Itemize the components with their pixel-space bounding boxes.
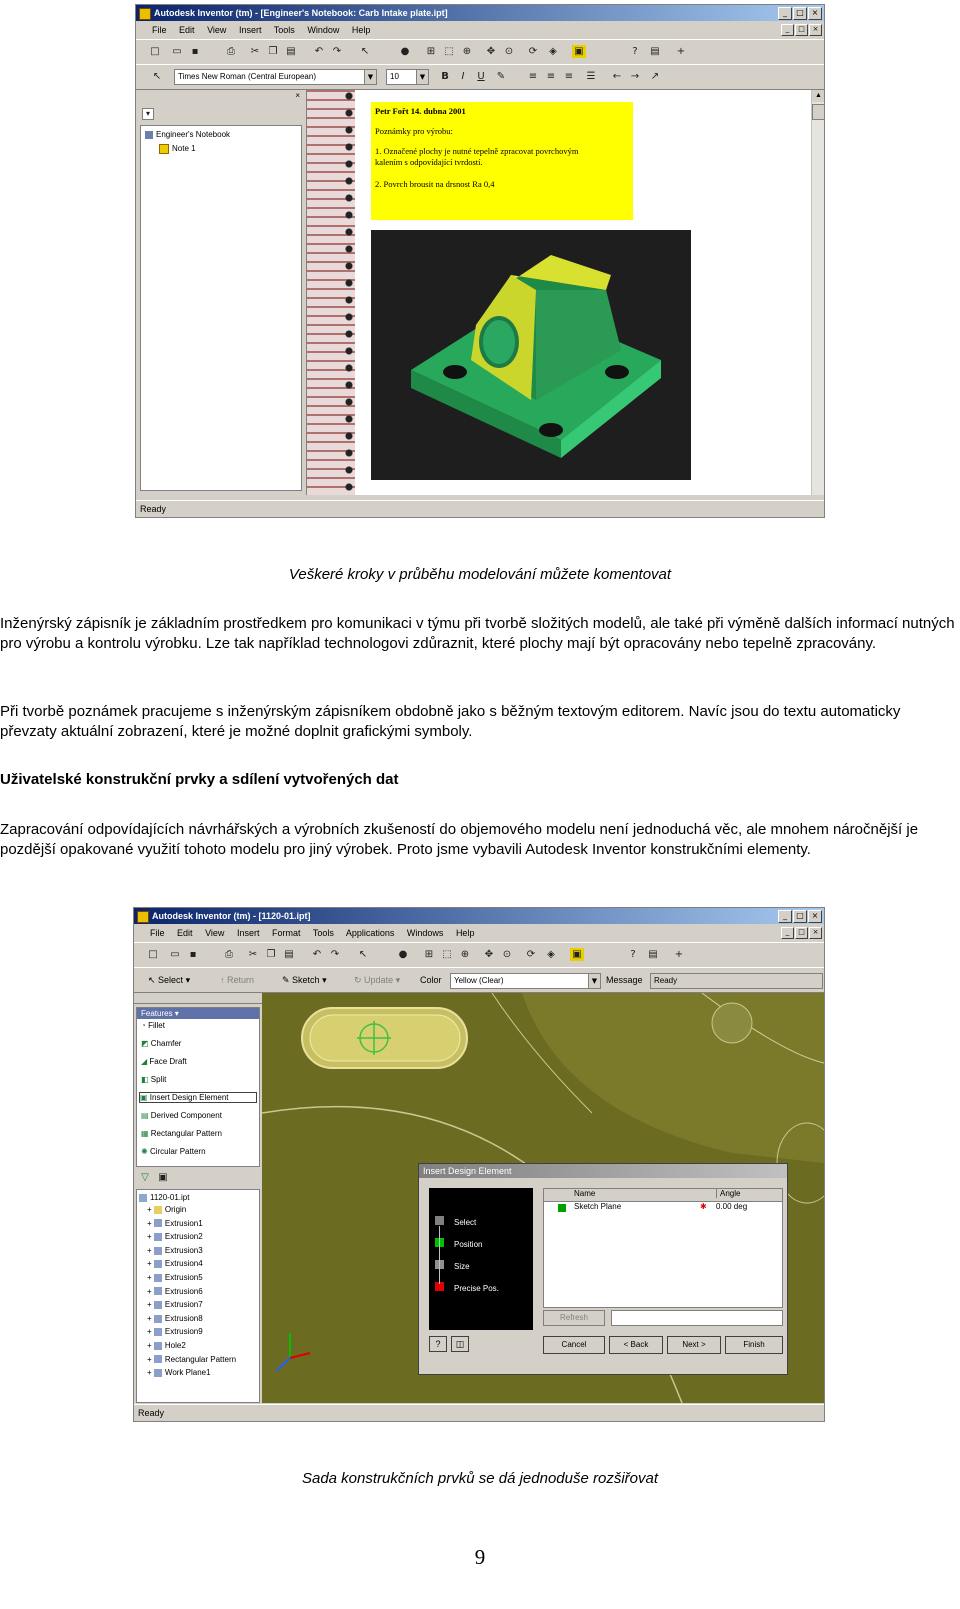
tree-root-label: Engineer's Notebook	[156, 130, 231, 139]
menu-bar	[136, 22, 824, 38]
color-value: Yellow (Clear)	[454, 976, 504, 985]
finish-button[interactable]	[725, 1336, 783, 1354]
font-name-combo[interactable]	[174, 69, 377, 85]
redo-icon[interactable]: ↷	[330, 949, 340, 960]
display-mode-icon[interactable]: ▣	[572, 45, 586, 58]
look-at-icon[interactable]: ◈	[547, 949, 555, 960]
menu-applications[interactable]: Applications	[345, 928, 395, 938]
add-icon[interactable]: +	[674, 949, 684, 960]
cursor-icon[interactable]: ↖	[152, 71, 162, 82]
feature-circular-pattern-label: Circular Pattern	[149, 1147, 206, 1156]
feature-icon	[154, 1315, 162, 1323]
note-box	[371, 102, 633, 220]
status-bar: Ready	[136, 500, 824, 517]
features-header[interactable]: Features ▾	[137, 1008, 259, 1019]
back-arrow-icon[interactable]: ←	[612, 71, 622, 82]
menu-edit[interactable]: Edit	[177, 928, 193, 938]
browser-item[interactable]: + Work Plane1	[147, 1368, 211, 1378]
close-button[interactable]: ×	[808, 7, 822, 20]
step-size-label: Size	[454, 1262, 470, 1271]
cut-icon[interactable]: ✂	[248, 949, 258, 960]
features-header-label: Features	[141, 1009, 173, 1018]
pan-icon[interactable]: ✥	[486, 46, 496, 57]
paragraph-2: Při tvorbě poznámek pracujeme s inženýrským zápisníkem obdobně jako s běžným textovým editorem. Navíc jsou do textu automaticky převzaty aktuální zobrazení, které je možné doplnit grafickými symboly.	[0, 703, 901, 740]
features-panel	[136, 1007, 260, 1167]
derived-component-icon: ▤	[141, 1111, 151, 1120]
message-label: Message	[606, 975, 643, 985]
browser-item-label: Extrusion6	[164, 1286, 203, 1296]
back-button[interactable]	[609, 1336, 663, 1354]
mdi-minimize-button[interactable]: _	[781, 24, 794, 36]
mdi-restore-button[interactable]: □	[795, 927, 808, 939]
folder-icon	[154, 1206, 162, 1214]
return-label: Return	[227, 975, 255, 985]
insert-design-element-icon: ▣	[140, 1093, 150, 1102]
print-icon[interactable]: ⎙	[227, 46, 235, 57]
notebook-browser	[136, 90, 304, 495]
help-icon[interactable]: ?	[632, 46, 638, 57]
display-mode-icon[interactable]: ▣	[570, 948, 584, 961]
browser-item[interactable]: + Extrusion2	[147, 1232, 203, 1242]
filter-icon[interactable]: ▽	[141, 1172, 149, 1183]
feature-icon	[154, 1355, 162, 1363]
cancel-label: Cancel	[561, 1340, 587, 1349]
browser-item-label: Rectangular Pattern	[164, 1354, 237, 1364]
align-center-icon[interactable]: ≡	[546, 71, 556, 82]
save-icon[interactable]: ▪	[191, 46, 199, 57]
record-icon[interactable]: ●	[400, 46, 410, 57]
pan-icon[interactable]: ✥	[484, 949, 494, 960]
redo-icon[interactable]: ↷	[332, 46, 342, 57]
feature-chamfer-label: Chamfer	[150, 1039, 182, 1048]
print-icon[interactable]: ⎙	[225, 949, 233, 960]
forward-arrow-icon[interactable]: →	[630, 71, 640, 82]
select-arrow-icon[interactable]: ↖	[358, 949, 368, 960]
browser-root[interactable]	[139, 1192, 189, 1203]
notebook-icon	[145, 131, 153, 139]
zoom-all-icon[interactable]: ⊞	[426, 46, 436, 57]
menu-view[interactable]: View	[207, 25, 227, 35]
browser-item-label: Extrusion9	[164, 1327, 203, 1337]
mdi-restore-button[interactable]: □	[795, 24, 808, 36]
menu-help[interactable]: Help	[351, 25, 371, 35]
zoom-window-icon[interactable]: ⬚	[444, 46, 454, 57]
paragraph-3: Zapracování odpovídajících návrhářských a výrobních zkušeností do objemového modelu není jednoduchá věc, ale mnohem náročnější je pozdější opakované využití tohoto modelu pro jiný výrobek. Proto jsme vybavili Autodesk Inventor konstrukčními elementy.	[0, 821, 919, 858]
dialog-title: Insert Design Element	[423, 1166, 512, 1176]
chevron-down-icon: ▼	[588, 974, 600, 988]
paste-icon[interactable]: ▤	[284, 949, 294, 960]
menu-file[interactable]: File	[152, 25, 167, 35]
menu-tools[interactable]: Tools	[273, 25, 295, 35]
align-left-icon[interactable]: ≡	[528, 71, 538, 82]
help-icon: ?	[435, 1339, 441, 1349]
browser-item-label: Origin	[164, 1205, 187, 1214]
update-label: Update	[364, 975, 394, 985]
caption-1: Veškeré kroky v průběhu modelování můžete komentovat	[288, 566, 672, 583]
note-item-1: 1. Označené plochy je nutné tepelně zpracovat povrchovým kalením s odpovídající tvrdostí.	[375, 146, 579, 167]
menu-view[interactable]: View	[205, 928, 225, 938]
mdi-close-button[interactable]: ×	[809, 24, 822, 36]
copy-icon[interactable]: ❐	[268, 46, 278, 57]
standard-toolbar	[134, 942, 824, 968]
tree-note-item[interactable]	[159, 143, 196, 154]
inventor-app-icon	[137, 911, 149, 923]
feature-insert-design-element[interactable]	[139, 1092, 257, 1103]
zoom-all-icon[interactable]: ⊞	[424, 949, 434, 960]
dialog-help-button[interactable]	[429, 1336, 447, 1352]
cancel-button[interactable]	[543, 1336, 605, 1354]
menu-file[interactable]: File	[150, 928, 165, 938]
status-bar: Ready	[134, 1404, 824, 1421]
browser-item-label: Extrusion5	[164, 1273, 203, 1282]
undo-icon[interactable]: ↶	[312, 949, 322, 960]
panel-close-icon[interactable]: ×	[295, 91, 300, 100]
browser-item[interactable]: + Extrusion1	[147, 1218, 203, 1228]
circular-pattern-icon: ✺	[141, 1147, 150, 1156]
browser-item-label: Extrusion3	[164, 1245, 203, 1255]
caption-2: Sada konstrukčních prvků se dá jednoduše rozšiřovat	[301, 1470, 659, 1487]
step-position[interactable]	[435, 1238, 482, 1249]
color-combo[interactable]	[450, 973, 601, 989]
part-3d-image	[371, 230, 691, 480]
left-panel	[134, 993, 262, 1403]
step-panel	[429, 1188, 533, 1330]
feature-face-draft[interactable]	[141, 1057, 187, 1066]
tree-note-label: Note 1	[172, 144, 196, 153]
rectangular-pattern-icon: ▦	[141, 1129, 151, 1138]
col-name-header[interactable]: Name	[574, 1189, 596, 1198]
font-size-value: 10	[390, 72, 399, 81]
step-select-icon	[435, 1216, 444, 1225]
refresh-field	[611, 1310, 783, 1326]
update-button[interactable]: ↻ Update ▾	[354, 975, 401, 985]
window-title: Autodesk Inventor (tm) - [1120-01.ipt]	[152, 911, 311, 921]
browser-item[interactable]: + Rectangular Pattern	[147, 1354, 237, 1364]
undo-icon[interactable]: ↶	[314, 46, 324, 57]
feature-icon	[154, 1301, 162, 1309]
zoom-selected-icon[interactable]: ⊙	[502, 949, 512, 960]
browser-item[interactable]: + Origin	[147, 1205, 187, 1214]
step-connector	[439, 1226, 440, 1284]
feature-icon	[154, 1369, 162, 1377]
command-bar	[134, 967, 824, 993]
row-angle: 0.00 deg	[716, 1202, 748, 1211]
font-name-value: Times New Roman (Central European)	[178, 72, 316, 81]
message-value: Ready	[654, 976, 678, 985]
sketch-label: Sketch	[292, 975, 320, 985]
notebook-icon[interactable]: ▤	[650, 46, 660, 57]
browser-item-label: Extrusion1	[164, 1218, 203, 1228]
note-heading: Poznámky pro výrobu:	[375, 126, 453, 136]
notebook-screenshot	[135, 4, 825, 518]
menu-insert[interactable]: Insert	[236, 928, 260, 938]
dialog-title-bar	[419, 1164, 787, 1178]
feature-icon	[154, 1233, 162, 1241]
browser-root-label: 1120-01.ipt	[150, 1193, 190, 1202]
feature-split[interactable]	[141, 1075, 166, 1084]
browser-options-icon[interactable]: ▣	[158, 1172, 168, 1183]
feature-insert-design-element-label: Insert Design Element	[149, 1093, 229, 1102]
browser-item[interactable]: + Hole2	[147, 1341, 186, 1350]
browser-item-label: Extrusion4	[164, 1259, 203, 1269]
feature-icon	[154, 1342, 162, 1350]
menu-help[interactable]: Help	[455, 928, 475, 938]
menu-window[interactable]: Window	[307, 25, 340, 35]
save-icon[interactable]: ▪	[189, 949, 197, 960]
title-bar	[136, 5, 824, 21]
menu-insert[interactable]: Insert	[238, 25, 262, 35]
col-angle-header[interactable]: Angle	[716, 1189, 740, 1198]
standard-toolbar	[136, 39, 824, 65]
feature-fillet-label: Fillet	[148, 1021, 165, 1030]
feature-circular-pattern[interactable]	[141, 1147, 206, 1156]
browser-item[interactable]: + Extrusion3	[147, 1245, 203, 1255]
features-panel-bar	[134, 993, 262, 1004]
note-item-2: 2. Povrch brousit na drsnost Ra 0,4	[375, 179, 495, 189]
chevron-down-icon: ▼	[364, 70, 376, 84]
browser-filter-icon[interactable]: ▾	[142, 108, 154, 120]
feature-icon	[154, 1260, 162, 1268]
maximize-button[interactable]: □	[793, 910, 807, 923]
feature-icon	[154, 1247, 162, 1255]
feature-icon	[154, 1328, 162, 1336]
insert-design-element-dialog	[418, 1163, 788, 1375]
step-precise-pos[interactable]	[435, 1282, 499, 1293]
fillet-icon: ◔	[141, 1021, 149, 1030]
feature-derived-component[interactable]	[141, 1111, 222, 1120]
cut-icon[interactable]: ✂	[250, 46, 260, 57]
zoom-window-icon[interactable]: ⬚	[442, 949, 452, 960]
add-icon[interactable]: +	[676, 46, 686, 57]
feature-icon	[154, 1274, 162, 1282]
browser-item-label: Extrusion8	[164, 1313, 203, 1323]
italic-icon[interactable]: I	[461, 71, 465, 82]
select-arrow-icon[interactable]: ↖	[360, 46, 370, 57]
angle-icon: ✱	[700, 1202, 707, 1211]
return-icon: ↑	[220, 975, 228, 985]
text-color-icon[interactable]: ✎	[496, 71, 506, 82]
browser-item[interactable]: + Extrusion7	[147, 1300, 203, 1310]
underline-icon[interactable]: U	[477, 71, 485, 82]
note-icon	[159, 144, 169, 154]
feature-icon	[154, 1287, 162, 1295]
table-row[interactable]	[544, 1202, 782, 1214]
row-check-icon	[558, 1204, 566, 1212]
step-select-label: Select	[454, 1218, 477, 1227]
align-right-icon[interactable]: ≡	[564, 71, 574, 82]
mdi-close-button[interactable]: ×	[809, 927, 822, 939]
dialog-options-button[interactable]	[451, 1336, 469, 1352]
feature-rectangular-pattern[interactable]	[141, 1129, 222, 1138]
notebook-page	[306, 90, 825, 495]
menu-tools[interactable]: Tools	[312, 928, 334, 938]
split-icon: ◧	[141, 1075, 151, 1084]
zoom-icon[interactable]: ⊕	[462, 46, 472, 57]
close-button[interactable]: ×	[808, 910, 822, 923]
sketch-button[interactable]: ✎ Sketch ▾	[282, 975, 327, 985]
browser-item-label: Hole2	[164, 1341, 186, 1350]
face-draft-icon: ◢	[141, 1057, 150, 1066]
part-icon	[139, 1194, 147, 1202]
graphics-viewport	[262, 993, 824, 1403]
title-bar	[134, 908, 824, 924]
note-author-date: Petr Fořt 14. dubna 2001	[375, 106, 466, 116]
step-position-label: Position	[454, 1240, 483, 1249]
browser-item-label: Work Plane1	[164, 1368, 211, 1378]
minimize-button[interactable]: _	[778, 910, 792, 923]
rotate-icon[interactable]: ⟳	[528, 46, 538, 57]
menu-format[interactable]: Format	[271, 928, 301, 938]
open-icon[interactable]: ▭	[170, 949, 180, 960]
browser-item-label: Extrusion7	[164, 1300, 203, 1310]
finish-label: Finish	[743, 1340, 765, 1349]
select-label: Select	[158, 975, 184, 985]
spiral-rings	[343, 90, 355, 495]
feature-derived-component-label: Derived Component	[150, 1111, 222, 1120]
bullets-icon[interactable]: ☰	[586, 71, 596, 82]
browser-item[interactable]: + Extrusion5	[147, 1273, 203, 1282]
return-button[interactable]	[220, 968, 254, 992]
parameter-table	[543, 1188, 783, 1308]
feature-split-label: Split	[150, 1075, 167, 1084]
help-icon[interactable]: ?	[630, 949, 636, 960]
part-view	[371, 230, 691, 480]
feature-chamfer[interactable]	[141, 1039, 181, 1048]
window-title: Autodesk Inventor (tm) - [Engineer's Notebook: Carb Intake plate.ipt]	[154, 8, 448, 18]
browser-item[interactable]: + Extrusion8	[147, 1313, 203, 1323]
mdi-minimize-button[interactable]: _	[781, 927, 794, 939]
section-heading: Uživatelské konstrukční prvky a sdílení vytvořených dat	[0, 771, 399, 788]
maximize-button[interactable]: □	[793, 7, 807, 20]
zoom-selected-icon[interactable]: ⊙	[504, 46, 514, 57]
refresh-button[interactable]	[543, 1310, 605, 1326]
page-number: 9	[474, 1545, 486, 1569]
options-icon: ◫	[455, 1339, 465, 1349]
feature-icon	[154, 1219, 162, 1227]
model-browser	[136, 1189, 260, 1403]
scroll-up-icon[interactable]: ▲	[812, 90, 825, 102]
menu-edit[interactable]: Edit	[179, 25, 195, 35]
notebook-icon[interactable]: ▤	[648, 949, 658, 960]
format-toolbar	[136, 64, 824, 90]
minimize-button[interactable]: _	[778, 7, 792, 20]
next-label: Next >	[682, 1340, 706, 1349]
table-header	[544, 1189, 782, 1202]
browser-item[interactable]: + Extrusion9	[147, 1327, 203, 1337]
new-icon[interactable]: □	[148, 949, 158, 960]
message-field	[650, 973, 823, 989]
update-icon: ↻	[354, 975, 365, 985]
feature-face-draft-label: Face Draft	[149, 1057, 187, 1066]
design-element-screenshot	[133, 907, 825, 1422]
look-at-icon[interactable]: ◈	[549, 46, 557, 57]
vertical-scrollbar[interactable]	[811, 90, 825, 495]
step-size[interactable]	[435, 1260, 470, 1271]
arrow-line-icon[interactable]: ↗	[650, 71, 660, 82]
color-label: Color	[420, 975, 442, 985]
sketch-icon: ✎	[282, 975, 293, 985]
new-icon[interactable]: □	[150, 46, 160, 57]
select-icon: ↖	[148, 975, 159, 985]
zoom-icon[interactable]: ⊕	[460, 949, 470, 960]
refresh-label: Refresh	[559, 1313, 588, 1322]
menu-bar	[134, 925, 824, 941]
select-button[interactable]: ↖ Select ▾	[148, 975, 191, 985]
menu-windows[interactable]: Windows	[406, 928, 444, 938]
browser-item-label: Extrusion2	[164, 1232, 203, 1242]
font-size-combo[interactable]	[386, 69, 429, 85]
step-select[interactable]	[435, 1216, 476, 1227]
chamfer-icon: ◩	[141, 1039, 151, 1048]
rotate-icon[interactable]: ⟳	[526, 949, 536, 960]
notebook-tree	[140, 125, 302, 491]
back-label: < Back	[623, 1340, 649, 1349]
scroll-thumb[interactable]	[812, 104, 825, 120]
browser-item[interactable]: + Extrusion6	[147, 1286, 203, 1296]
bold-icon[interactable]: B	[441, 71, 449, 82]
record-icon[interactable]: ●	[398, 949, 408, 960]
open-icon[interactable]: ▭	[172, 46, 182, 57]
chevron-down-icon: ▼	[416, 70, 428, 84]
browser-item[interactable]: + Extrusion4	[147, 1259, 203, 1269]
paragraph-1: Inženýrský zápisník je základním prostředkem pro komunikaci v týmu při tvorbě složitých modelů, ale také při výměně dalších informací nutných pro výrobu a kontrolu výrobku. Lze tak například technologovi zdůraznit, které plochy mají být opracovány nebo tepelně zpracovány.	[0, 615, 955, 652]
row-name: Sketch Plane	[574, 1202, 622, 1211]
copy-icon[interactable]: ❐	[266, 949, 276, 960]
inventor-app-icon	[139, 8, 151, 20]
tree-root[interactable]	[145, 129, 230, 140]
step-precise-pos-label: Precise Pos.	[454, 1284, 499, 1293]
feature-fillet[interactable]	[141, 1021, 165, 1030]
next-button[interactable]	[667, 1336, 721, 1354]
feature-rectangular-pattern-label: Rectangular Pattern	[150, 1129, 222, 1138]
paste-icon[interactable]: ▤	[286, 46, 296, 57]
